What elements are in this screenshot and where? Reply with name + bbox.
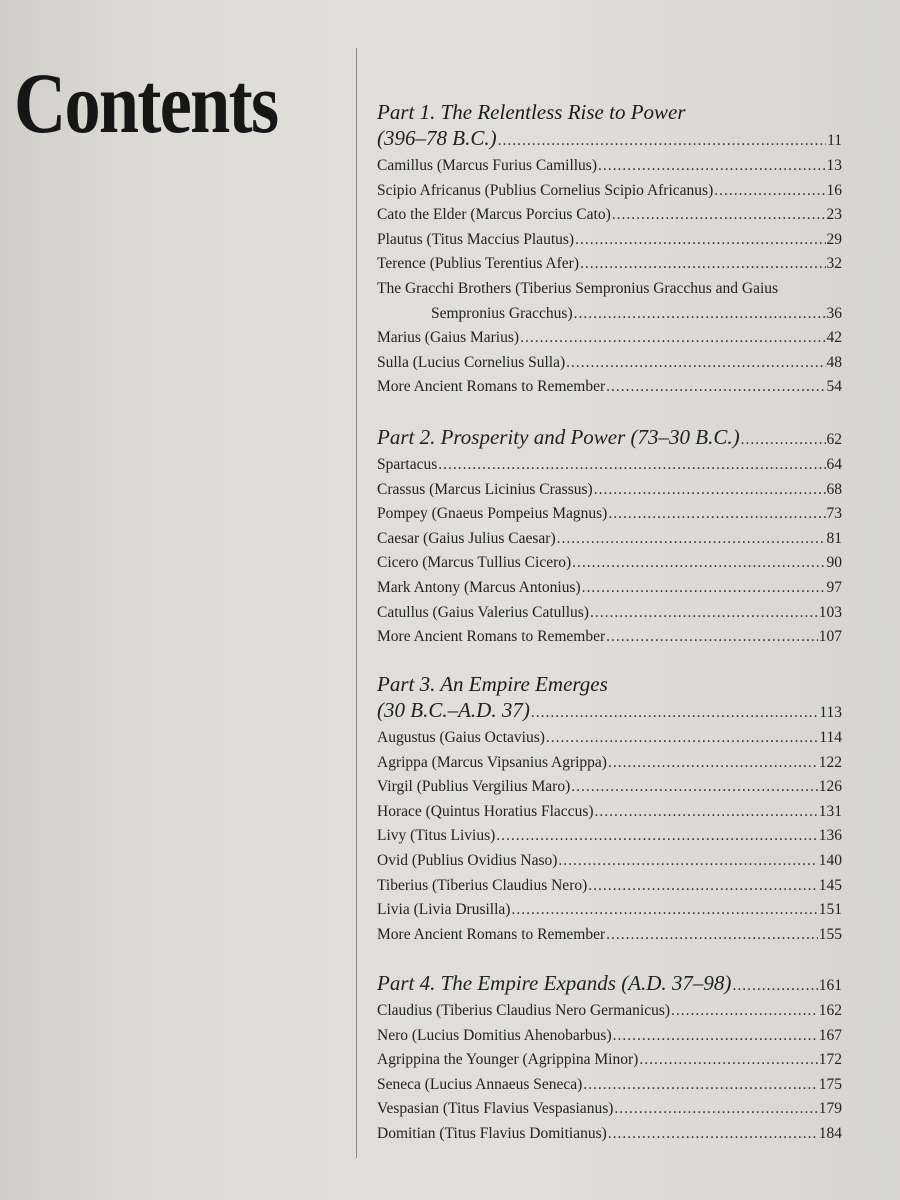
part-1-page: 11 xyxy=(827,132,842,149)
toc-entry[interactable] xyxy=(377,179,842,204)
entry-page: 136 xyxy=(818,827,842,845)
part-4-page: 161 xyxy=(818,977,842,994)
entry-page: 107 xyxy=(818,628,842,646)
dot-leader xyxy=(639,1048,817,1073)
dot-leader xyxy=(571,775,817,800)
entry-label: Ovid (Publius Ovidius Naso) xyxy=(377,851,558,869)
dot-leader xyxy=(590,601,818,626)
entry-page: 126 xyxy=(818,778,842,796)
entry-page: 175 xyxy=(818,1075,842,1093)
entry-label: Livia (Livia Drusilla) xyxy=(377,901,511,919)
entry-page: 122 xyxy=(818,753,842,771)
entry-label: More Ancient Romans to Remember xyxy=(377,925,606,943)
entry-label: Caesar (Gaius Julius Caesar) xyxy=(377,529,556,547)
toc-entry[interactable] xyxy=(377,601,842,626)
dot-leader xyxy=(671,999,818,1024)
dot-leader xyxy=(606,625,818,650)
part-3-title-row[interactable] xyxy=(377,697,842,726)
entry-page: 36 xyxy=(826,304,842,322)
dot-leader xyxy=(574,302,826,327)
toc-entry[interactable] xyxy=(377,252,842,277)
part-2-title-row[interactable] xyxy=(377,424,842,453)
entry-page: 97 xyxy=(826,578,842,596)
dot-leader xyxy=(583,1073,817,1098)
part-1-title-line2: (396–78 B.C.) xyxy=(377,126,497,150)
dot-leader xyxy=(612,203,826,228)
entry-page: 54 xyxy=(826,378,842,396)
toc-entry[interactable] xyxy=(377,453,842,478)
entry-page: 155 xyxy=(818,925,842,943)
dot-leader xyxy=(558,849,817,874)
entry-page: 68 xyxy=(826,480,842,498)
dot-leader xyxy=(594,478,826,503)
toc-entry[interactable] xyxy=(377,898,842,923)
dot-leader xyxy=(572,551,825,576)
entry-page: 103 xyxy=(818,603,842,621)
entry-label: Nero (Lucius Domitius Ahenobarbus) xyxy=(377,1026,612,1044)
entry-label: Sempronius Gracchus) xyxy=(431,304,573,322)
dot-leader xyxy=(608,751,818,776)
entry-page: 145 xyxy=(818,876,842,894)
toc-entry[interactable] xyxy=(377,1122,842,1147)
dot-leader xyxy=(598,154,825,179)
dot-leader xyxy=(608,1122,818,1147)
dot-leader xyxy=(714,179,825,204)
entry-label: Agrippa (Marcus Vipsanius Agrippa) xyxy=(377,753,607,771)
entry-label-line1[interactable]: The Gracchi Brothers (Tiberius Sempronius Gracchus and Gaius xyxy=(377,279,779,297)
toc-entry[interactable] xyxy=(377,527,842,552)
entry-page: 140 xyxy=(818,851,842,869)
dot-leader xyxy=(520,326,825,351)
entry-label: Horace (Quintus Horatius Flaccus) xyxy=(377,802,594,820)
part-2-page: 62 xyxy=(826,431,842,448)
part-2-section xyxy=(377,424,842,650)
entry-page: 16 xyxy=(826,181,842,199)
dot-leader xyxy=(566,351,825,376)
entry-page: 32 xyxy=(826,255,842,273)
entry-label: Crassus (Marcus Licinius Crassus) xyxy=(377,480,593,498)
entry-page: 162 xyxy=(818,1002,842,1019)
toc-entry[interactable] xyxy=(377,326,842,351)
dot-leader xyxy=(575,228,825,253)
dot-leader xyxy=(546,726,818,751)
toc-entry[interactable] xyxy=(377,726,842,751)
entry-label: Domitian (Titus Flavius Domitianus) xyxy=(377,1124,607,1142)
dot-leader xyxy=(580,252,826,277)
toc-entry[interactable] xyxy=(377,576,842,601)
entry-page: 131 xyxy=(818,802,842,820)
entry-page: 151 xyxy=(818,901,842,919)
part-4-title: Part 4. The Empire Expands (A.D. 37–98) xyxy=(377,971,732,995)
entry-page: 23 xyxy=(826,206,842,224)
entry-label: Livy (Titus Livius) xyxy=(377,827,496,845)
entry-label: Cato the Elder (Marcus Porcius Cato) xyxy=(377,206,611,224)
entry-label: Scipio Africanus (Publius Cornelius Scipio Africanus) xyxy=(377,181,714,199)
part-1-section xyxy=(377,100,842,400)
entry-page: 90 xyxy=(826,554,842,572)
page-title: Contents xyxy=(14,55,278,151)
toc-entry[interactable] xyxy=(377,478,842,503)
toc-entry[interactable] xyxy=(377,824,842,849)
entry-label: Spartacus xyxy=(377,456,438,473)
entry-label: Pompey (Gnaeus Pompeius Magnus) xyxy=(377,505,608,523)
entry-label: Vespasian (Titus Flavius Vespasianus) xyxy=(377,1100,614,1118)
toc-entry[interactable] xyxy=(377,999,842,1024)
toc-entry[interactable] xyxy=(377,351,842,376)
dot-leader xyxy=(732,973,817,999)
entry-label: Terence (Publius Terentius Afer) xyxy=(377,255,579,273)
toc-entry[interactable] xyxy=(377,1024,842,1049)
entry-label: Agrippina the Younger (Agrippina Minor) xyxy=(377,1051,639,1069)
entry-page: 114 xyxy=(819,729,842,746)
part-3-section xyxy=(377,672,842,947)
entry-page: 64 xyxy=(826,456,842,473)
entry-page: 48 xyxy=(826,353,842,371)
entry-label: Camillus (Marcus Furius Camillus) xyxy=(377,157,598,174)
entry-page: 172 xyxy=(818,1051,842,1069)
entry-label: Augustus (Gaius Octavius) xyxy=(377,729,545,746)
entry-page: 179 xyxy=(818,1100,842,1118)
entry-label: Tiberius (Tiberius Claudius Nero) xyxy=(377,876,588,894)
entry-label: More Ancient Romans to Remember xyxy=(377,378,606,396)
part-1-title-row[interactable] xyxy=(377,125,842,154)
entry-page: 13 xyxy=(826,157,842,174)
entry-label: Marius (Gaius Marius) xyxy=(377,329,520,347)
dot-leader xyxy=(557,527,826,552)
dot-leader xyxy=(582,576,826,601)
entry-label: Mark Antony (Marcus Antonius) xyxy=(377,578,581,596)
entry-page: 184 xyxy=(818,1124,842,1142)
dot-leader xyxy=(606,923,818,948)
dot-leader xyxy=(588,874,817,899)
entry-page: 167 xyxy=(818,1026,842,1044)
part-3-title-line2: (30 B.C.–A.D. 37) xyxy=(377,698,530,722)
toc-entry[interactable] xyxy=(377,228,842,253)
toc-entry[interactable] xyxy=(377,302,842,327)
dot-leader xyxy=(438,453,825,478)
dot-leader xyxy=(531,700,818,726)
entry-label: Catullus (Gaius Valerius Catullus) xyxy=(377,603,589,621)
toc-entry[interactable] xyxy=(377,625,842,650)
entry-page: 29 xyxy=(826,230,842,248)
toc-entry[interactable] xyxy=(377,1048,842,1073)
toc-entry[interactable] xyxy=(377,874,842,899)
toc-entry[interactable] xyxy=(377,551,842,576)
dot-leader xyxy=(511,898,817,923)
entry-page: 73 xyxy=(826,505,842,523)
entry-label: Seneca (Lucius Annaeus Seneca) xyxy=(377,1075,583,1093)
entry-label: Virgil (Publius Vergilius Maro) xyxy=(377,778,571,796)
toc-entry[interactable] xyxy=(377,1097,842,1122)
dot-leader xyxy=(498,128,826,154)
part-3-title[interactable]: Part 3. An Empire Emerges xyxy=(377,672,608,696)
part-3-page: 113 xyxy=(819,704,842,721)
toc-entry[interactable] xyxy=(377,751,842,776)
entry-page: 81 xyxy=(826,529,842,547)
dot-leader xyxy=(614,1097,817,1122)
toc-entry[interactable] xyxy=(377,923,842,948)
toc-entry[interactable] xyxy=(377,800,842,825)
entry-label: Plautus (Titus Maccius Plautus) xyxy=(377,230,575,248)
dot-leader xyxy=(496,824,817,849)
entry-label: Cicero (Marcus Tullius Cicero) xyxy=(377,554,572,572)
toc-entry[interactable] xyxy=(377,154,842,179)
dot-leader xyxy=(595,800,818,825)
part-2-title: Part 2. Prosperity and Power (73–30 B.C.) xyxy=(377,425,740,449)
toc-entry[interactable] xyxy=(377,203,842,228)
vertical-divider xyxy=(356,48,357,1158)
toc-entry[interactable] xyxy=(377,502,842,527)
dot-leader xyxy=(613,1024,818,1049)
dot-leader xyxy=(741,427,826,453)
entry-label: Claudius (Tiberius Claudius Nero Germanicus) xyxy=(377,1002,671,1019)
part-1-title[interactable]: Part 1. The Relentless Rise to Power xyxy=(377,100,686,124)
part-4-section xyxy=(377,970,842,1147)
part-4-title-row[interactable] xyxy=(377,970,842,999)
toc-entry[interactable] xyxy=(377,775,842,800)
toc-entry[interactable] xyxy=(377,375,842,400)
toc-entry[interactable] xyxy=(377,1073,842,1098)
dot-leader xyxy=(606,375,825,400)
entry-label: More Ancient Romans to Remember xyxy=(377,628,606,646)
toc-entry[interactable] xyxy=(377,849,842,874)
entry-page: 42 xyxy=(826,329,842,347)
entry-label: Sulla (Lucius Cornelius Sulla) xyxy=(377,353,566,371)
dot-leader xyxy=(608,502,825,527)
